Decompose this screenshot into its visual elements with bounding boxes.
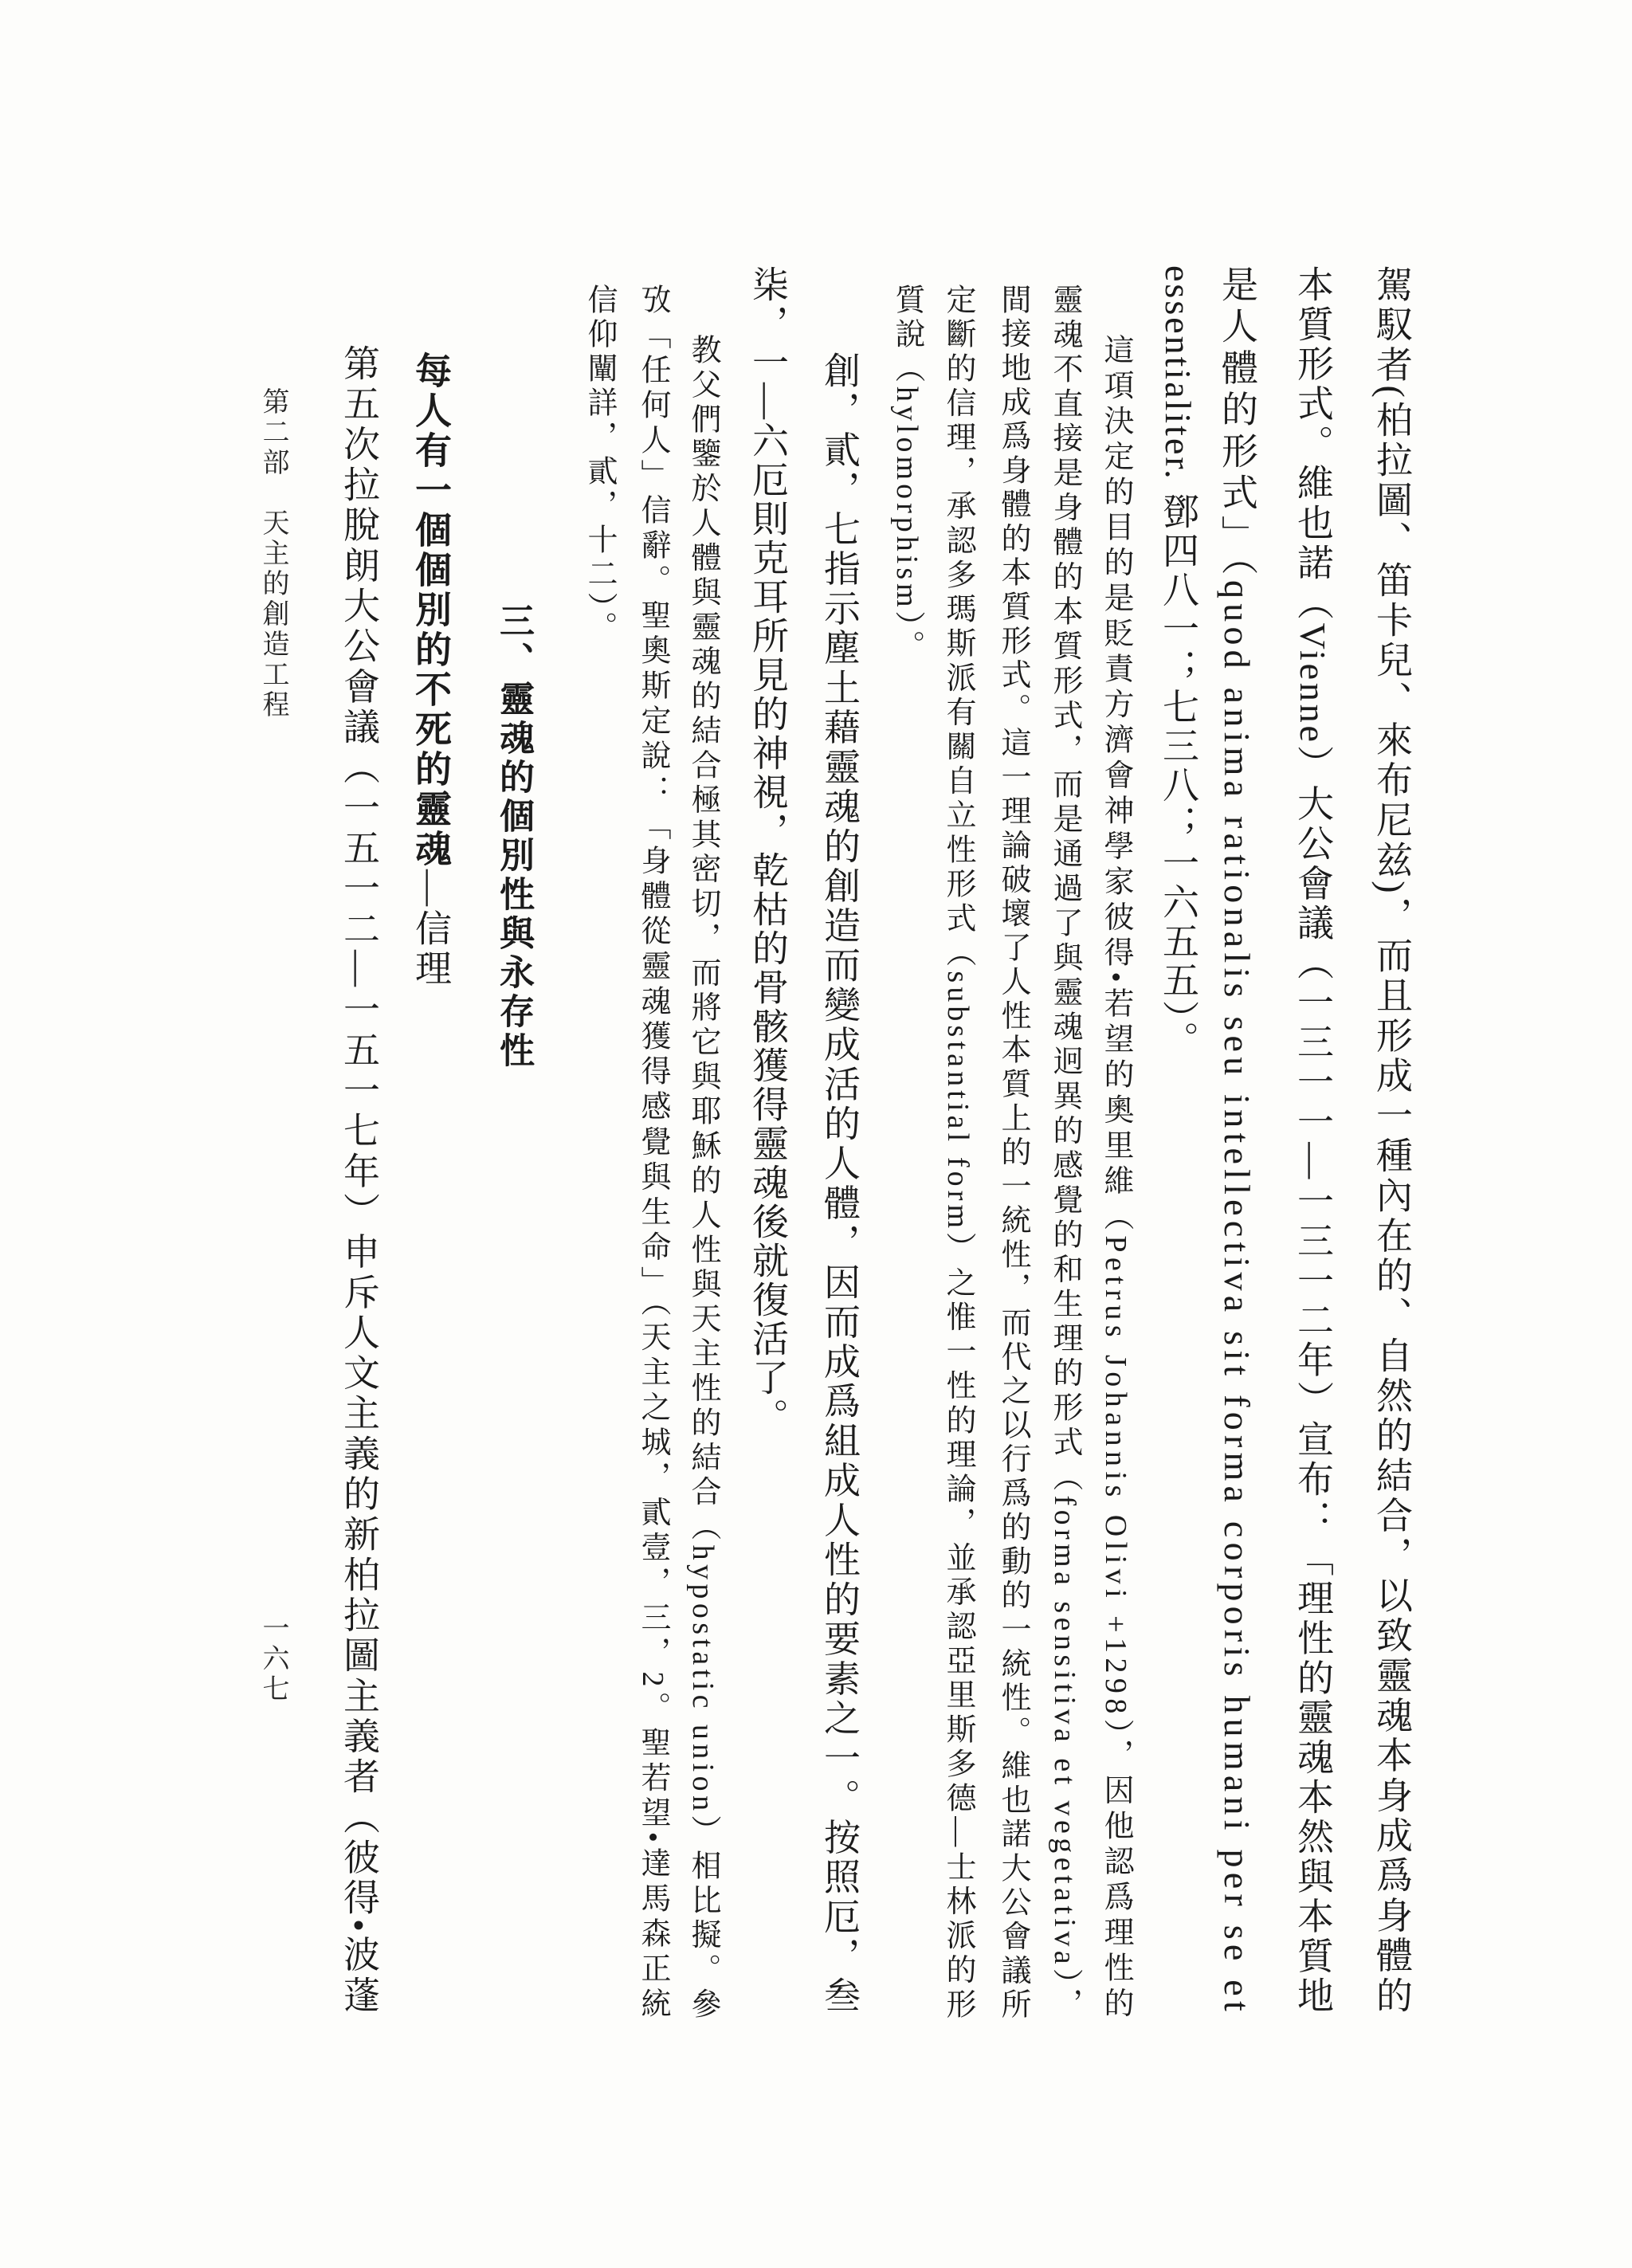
page-number bbox=[253, 1614, 292, 1853]
line-text: 質說（hylomorphism）。 bbox=[890, 284, 924, 665]
dogma-heading bbox=[406, 351, 455, 1308]
line-text: 靈魂不直接是身體的本質形式，而是通過了與靈魂迥異的感覺的和生理的形式（forma sensitiva et vegetativa）， bbox=[1048, 284, 1081, 2023]
body-line bbox=[1154, 265, 1202, 2016]
page-number-text: 一六七 bbox=[258, 1614, 288, 1705]
body-line bbox=[1367, 265, 1415, 2016]
note-line bbox=[938, 284, 978, 2023]
line-text: 信仰闡詳，貳，十二）。 bbox=[583, 284, 616, 645]
section-heading-text: 三、靈魂的個別性與永存性 bbox=[494, 602, 533, 1071]
dogma-heading-qualifier: —信理 bbox=[410, 869, 451, 989]
line-text: 攷「任何人」信辭。聖奧斯定說：「身體從靈魂獲得感覺與生命」（天主之城，貳壹，三，2。聖若望•達馬森正統 bbox=[636, 284, 669, 2023]
dogma-heading-title: 每人有一個個別的不死的靈魂 bbox=[410, 351, 451, 869]
line-text: 定斷的信理，承認多瑪斯派有關自立性形式（substantial form）之惟一性的理論，並承認亞里斯多德—士林派的形 bbox=[941, 284, 975, 2023]
line-text: 第五次拉脫朗大公會議（一五一二—一五一七年）申斥人文主義的新柏拉圖主義者（彼得•波蓬 bbox=[339, 344, 379, 2016]
note-line bbox=[633, 284, 673, 2023]
note-line bbox=[1045, 284, 1085, 2023]
note-line bbox=[887, 284, 927, 2023]
line-text: 間接地成爲身體的本質形式。這一理論破壞了人性本質上的一統性，而代之以行爲的動的一統性。維也諾大公會議所 bbox=[996, 284, 1030, 2023]
line-text: 這項決定的目的是貶責方濟會神學家彼得•若望的奧里維（Petrus Johannis Olivi +1298），因他認爲理性的 bbox=[1099, 334, 1132, 2023]
body-line bbox=[335, 344, 382, 2016]
line-text: 創，貳，七指示塵土藉靈魂的創造而變成活的人體，因而成爲組成人性的要素之一。按照厄，叁 bbox=[819, 351, 860, 2016]
body-line bbox=[815, 351, 863, 2016]
section-heading bbox=[489, 602, 537, 1479]
note-line bbox=[683, 334, 723, 2023]
line-text: 柒，一—六厄則克耳所見的神視，乾枯的骨骸獲得靈魂後就復活了。 bbox=[747, 265, 788, 1437]
note-line bbox=[993, 284, 1033, 2023]
line-text: essentialiter. 鄧四八一；七三八；一六五五）。 bbox=[1158, 265, 1198, 1061]
line-text: 教父們鑒於人體與靈魂的結合極其密切，而將它與耶穌的人性與天主性的結合（hypostatic union）相比擬。參 bbox=[686, 334, 720, 2023]
body-line bbox=[1213, 265, 1261, 2016]
line-text: 是人體的形式」（quod anima rationalis seu intellectiva sit forma corporis humani per se et bbox=[1217, 265, 1257, 2016]
running-head-text: 第二部 天主的創造工程 bbox=[258, 387, 288, 720]
line-text: 駕馭者(柏拉圖、笛卡兒、來布尼兹)，而且形成一種內在的、自然的結合，以致靈魂本身成爲身體的 bbox=[1371, 265, 1412, 2016]
body-line bbox=[1289, 265, 1336, 2016]
line-text: 本質形式。維也諾（Vienne）大公會議（一三一一—一三一二年）宣布：「理性的靈魂本然與本質地 bbox=[1293, 265, 1333, 2016]
note-line bbox=[1096, 334, 1136, 2023]
body-line bbox=[743, 265, 791, 2016]
running-head bbox=[253, 387, 292, 865]
note-line bbox=[579, 284, 619, 2023]
